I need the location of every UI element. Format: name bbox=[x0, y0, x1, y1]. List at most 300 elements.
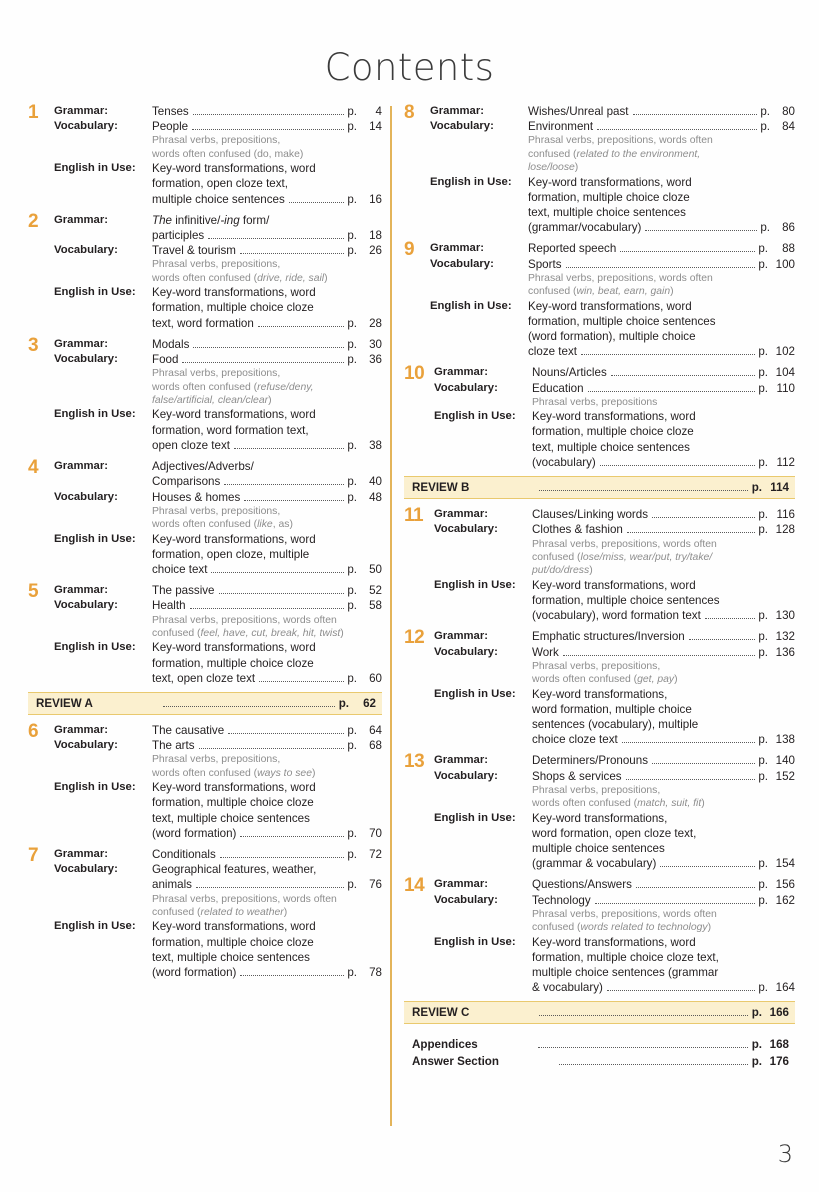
unit-entry[interactable] bbox=[404, 241, 795, 359]
backmatter bbox=[404, 1032, 795, 1070]
page-prefix: p. bbox=[758, 523, 768, 537]
dot-leader bbox=[689, 639, 756, 640]
page-prefix: p. bbox=[347, 599, 357, 613]
unit-entry[interactable] bbox=[28, 210, 382, 331]
page-number: 102 bbox=[775, 345, 795, 359]
dot-leader bbox=[563, 655, 755, 656]
page-number: 140 bbox=[775, 754, 795, 768]
unit-number: 1 bbox=[28, 102, 39, 123]
backmatter-entry-appendices[interactable] bbox=[412, 1036, 789, 1053]
vocabulary-note-line: Phrasal verbs, prepositions, bbox=[532, 660, 661, 672]
eiu-line: open cloze text bbox=[152, 438, 230, 452]
unit-number: 7 bbox=[28, 844, 39, 866]
page-prefix: p. bbox=[758, 345, 768, 359]
english-in-use-entry[interactable] bbox=[532, 455, 795, 470]
dot-leader bbox=[538, 1047, 748, 1048]
vocabulary-entry[interactable] bbox=[532, 645, 795, 660]
row-label-vocabulary: Vocabulary: bbox=[434, 645, 498, 658]
page-number: 152 bbox=[775, 769, 795, 783]
page-number: 80 bbox=[782, 105, 795, 118]
vocabulary-row bbox=[430, 119, 795, 174]
eiu-line: text, multiple choice sentences bbox=[152, 950, 310, 964]
page-number: 14 bbox=[369, 120, 382, 134]
dot-leader bbox=[626, 779, 756, 780]
english-in-use-entry[interactable] bbox=[152, 438, 382, 453]
page-prefix: p. bbox=[758, 733, 768, 747]
grammar-text: Reported speech bbox=[528, 242, 617, 256]
grammar-text: Questions/Answers bbox=[532, 878, 632, 892]
grammar-entry[interactable] bbox=[152, 583, 382, 598]
vocabulary-note-line: put/do/dress) bbox=[532, 565, 593, 577]
grammar-text: Tenses bbox=[152, 105, 189, 118]
page-number: 128 bbox=[775, 523, 795, 537]
page-number: 26 bbox=[369, 244, 382, 258]
page-prefix: p. bbox=[758, 381, 768, 395]
vocabulary-note-line: Phrasal verbs, prepositions, bbox=[532, 784, 661, 796]
row-label-vocabulary: Vocabulary: bbox=[54, 120, 118, 133]
english-in-use-entry[interactable] bbox=[152, 671, 382, 686]
page-prefix: p. bbox=[347, 562, 357, 576]
grammar-entry[interactable] bbox=[152, 723, 382, 738]
unit-number: 5 bbox=[28, 581, 39, 603]
page-prefix: p. bbox=[758, 754, 768, 768]
row-label-english-in-use: English in Use: bbox=[54, 641, 136, 654]
row-label-english-in-use: English in Use: bbox=[54, 286, 136, 299]
eiu-line: text, open cloze text bbox=[152, 671, 256, 685]
vocabulary-note-line: false/artificial, clean/clear) bbox=[152, 395, 272, 407]
english-in-use-entry[interactable] bbox=[528, 344, 795, 359]
grammar-row bbox=[54, 337, 382, 352]
vocabulary-entry[interactable] bbox=[152, 738, 382, 753]
page-prefix: p. bbox=[760, 105, 770, 118]
grammar-text: Comparisons bbox=[152, 475, 221, 489]
english-in-use-row bbox=[54, 919, 382, 980]
eiu-line: Key-word transformations, word bbox=[152, 532, 316, 546]
page-number: 110 bbox=[776, 381, 795, 395]
page-number: 4 bbox=[375, 105, 382, 118]
grammar-line: The infinitive/-ing form/ bbox=[152, 213, 270, 227]
vocabulary-text: Food bbox=[152, 353, 179, 367]
row-label-grammar: Grammar: bbox=[434, 630, 488, 643]
grammar-entry[interactable] bbox=[532, 507, 795, 522]
vocabulary-note-line: Phrasal verbs, prepositions, bbox=[152, 505, 281, 517]
review-bar-c[interactable] bbox=[404, 1001, 795, 1024]
eiu-line: Key-word transformations, word bbox=[152, 781, 316, 795]
vocabulary-note-line: confused (win, beat, earn, gain) bbox=[528, 286, 674, 298]
english-in-use-row bbox=[430, 175, 795, 236]
eiu-line: Key-word transformations, word bbox=[532, 578, 696, 592]
page-number: 112 bbox=[776, 455, 795, 469]
eiu-line: Key-word transformations, word bbox=[532, 935, 696, 949]
grammar-text: Clauses/Linking words bbox=[532, 508, 648, 522]
row-label-grammar: Grammar: bbox=[54, 847, 108, 860]
vocabulary-row bbox=[54, 243, 382, 285]
page-prefix: p. bbox=[347, 316, 357, 330]
folio-page-number: 3 bbox=[777, 1140, 793, 1168]
page-prefix: p. bbox=[347, 671, 357, 685]
vocabulary-text: Work bbox=[532, 645, 559, 659]
english-in-use-entry[interactable] bbox=[152, 965, 382, 980]
row-label-english-in-use: English in Use: bbox=[434, 687, 516, 700]
eiu-line: formation, multiple choice cloze bbox=[152, 935, 314, 949]
vocabulary-row bbox=[434, 522, 795, 577]
grammar-row bbox=[54, 847, 382, 862]
page-prefix: p. bbox=[758, 769, 768, 783]
vocabulary-entry[interactable] bbox=[528, 119, 795, 134]
row-label-grammar: Grammar: bbox=[54, 723, 108, 736]
page-prefix: p. bbox=[751, 1055, 762, 1069]
dot-leader bbox=[600, 465, 756, 466]
english-in-use-entry[interactable] bbox=[152, 316, 382, 331]
unit-number: 9 bbox=[404, 239, 415, 261]
dot-leader bbox=[193, 347, 344, 348]
unit-entry[interactable] bbox=[28, 844, 382, 980]
eiu-line: formation, open cloze, multiple bbox=[152, 547, 310, 561]
page-number: 40 bbox=[369, 475, 382, 489]
dot-leader bbox=[244, 500, 344, 501]
eiu-line: text, multiple choice sentences bbox=[528, 206, 686, 220]
grammar-text: Nouns/Articles bbox=[532, 366, 607, 380]
eiu-line: formation, multiple choice sentences bbox=[532, 593, 720, 607]
unit-entry[interactable] bbox=[28, 583, 382, 686]
dot-leader bbox=[258, 326, 345, 327]
vocabulary-row bbox=[54, 352, 382, 407]
page-prefix: p. bbox=[347, 723, 357, 737]
grammar-text: Conditionals bbox=[152, 847, 216, 861]
page-number: 30 bbox=[369, 337, 382, 351]
row-label-english-in-use: English in Use: bbox=[54, 920, 136, 933]
eiu-line: cloze text bbox=[528, 345, 577, 359]
vocabulary-note-line: lose/loose) bbox=[528, 162, 579, 174]
unit-entry[interactable] bbox=[28, 459, 382, 577]
vocabulary-text: The arts bbox=[152, 739, 195, 753]
eiu-line: Key-word transformations, bbox=[532, 687, 668, 701]
english-in-use-entry[interactable] bbox=[152, 826, 382, 841]
vocabulary-note-line: confused (feel, have, cut, break, hit, twist) bbox=[152, 627, 344, 639]
page-prefix: p. bbox=[758, 893, 768, 907]
vocabulary-entry[interactable] bbox=[152, 352, 382, 367]
vocabulary-row bbox=[54, 119, 382, 161]
grammar-text: The causative bbox=[152, 723, 225, 737]
row-label-grammar: Grammar: bbox=[434, 878, 488, 891]
english-in-use-entry[interactable] bbox=[532, 608, 795, 623]
dot-leader bbox=[163, 706, 335, 707]
dot-leader bbox=[259, 681, 344, 682]
eiu-line: Key-word transformations, word bbox=[152, 408, 316, 422]
page-prefix: p. bbox=[758, 609, 768, 623]
grammar-entry[interactable] bbox=[152, 474, 382, 489]
unit-entry[interactable] bbox=[28, 720, 382, 841]
grammar-row bbox=[434, 877, 795, 892]
page-prefix: p. bbox=[347, 192, 357, 206]
vocabulary-entry[interactable] bbox=[152, 490, 382, 505]
dot-leader bbox=[627, 532, 755, 533]
vocabulary-row bbox=[434, 893, 795, 935]
eiu-line: text, multiple choice sentences bbox=[532, 440, 690, 454]
dot-leader bbox=[289, 202, 345, 203]
vocabulary-text: Health bbox=[152, 599, 186, 613]
grammar-row bbox=[54, 459, 382, 489]
vocabulary-entry[interactable] bbox=[532, 381, 795, 396]
dot-leader bbox=[633, 114, 758, 115]
grammar-text: Determiners/Pronouns bbox=[532, 754, 648, 768]
review-title: REVIEW C bbox=[412, 1006, 470, 1020]
vocabulary-text: People bbox=[152, 120, 189, 134]
row-label-vocabulary: Vocabulary: bbox=[54, 353, 118, 366]
unit-number: 2 bbox=[28, 210, 39, 232]
dot-leader bbox=[208, 238, 344, 239]
vocabulary-entry[interactable] bbox=[532, 522, 795, 537]
grammar-entry[interactable] bbox=[532, 753, 795, 768]
unit-entry[interactable] bbox=[404, 507, 795, 623]
eiu-line: (word formation) bbox=[152, 966, 237, 980]
page-number: 164 bbox=[775, 981, 795, 995]
page-prefix: p. bbox=[760, 221, 770, 235]
english-in-use-row bbox=[54, 407, 382, 453]
page-prefix: p. bbox=[758, 366, 768, 380]
review-title: REVIEW B bbox=[412, 481, 470, 495]
dot-leader bbox=[199, 748, 345, 749]
right-column bbox=[392, 104, 819, 1126]
eiu-line: formation, multiple choice cloze text, bbox=[532, 950, 719, 964]
vocabulary-entry[interactable] bbox=[152, 877, 382, 892]
page-number: 78 bbox=[369, 966, 382, 980]
vocabulary-row bbox=[54, 598, 382, 640]
eiu-line: word formation, open cloze text, bbox=[532, 826, 697, 840]
row-label-grammar: Grammar: bbox=[430, 105, 484, 117]
eiu-line: Key-word transformations, word bbox=[532, 410, 696, 424]
vocabulary-entry[interactable] bbox=[532, 769, 795, 784]
english-in-use-entry[interactable] bbox=[528, 220, 795, 235]
vocabulary-note-line: Phrasal verbs, prepositions, words often bbox=[532, 538, 717, 550]
page-prefix: p. bbox=[347, 847, 357, 861]
grammar-text: Emphatic structures/Inversion bbox=[532, 630, 685, 644]
unit-number: 10 bbox=[404, 363, 425, 385]
review-bar-b[interactable] bbox=[404, 476, 795, 499]
page-number: 114 bbox=[770, 481, 789, 495]
english-in-use-entry[interactable] bbox=[532, 856, 795, 871]
grammar-row bbox=[434, 507, 795, 522]
page-number: 166 bbox=[769, 1006, 789, 1020]
page-prefix: p. bbox=[758, 508, 768, 522]
dot-leader bbox=[581, 354, 755, 355]
english-in-use-row bbox=[54, 640, 382, 686]
english-in-use-row bbox=[434, 811, 795, 872]
dot-leader bbox=[240, 975, 344, 976]
grammar-entry[interactable] bbox=[152, 337, 382, 352]
unit-entry[interactable] bbox=[404, 753, 795, 871]
vocabulary-row bbox=[434, 645, 795, 687]
dot-leader bbox=[652, 517, 755, 518]
dot-leader bbox=[652, 763, 755, 764]
dot-leader bbox=[611, 375, 756, 376]
left-column bbox=[0, 104, 390, 1126]
page-number: 64 bbox=[369, 723, 382, 737]
eiu-line: formation, multiple choice sentences bbox=[528, 314, 716, 328]
page-prefix: p. bbox=[760, 120, 770, 134]
page-number: 76 bbox=[369, 878, 382, 892]
backmatter-title: Answer Section bbox=[412, 1055, 499, 1069]
dot-leader bbox=[636, 887, 755, 888]
page-prefix: p. bbox=[758, 857, 768, 871]
page-prefix: p. bbox=[751, 1038, 762, 1052]
row-label-english-in-use: English in Use: bbox=[434, 578, 516, 591]
page-number: 28 bbox=[369, 316, 382, 330]
eiu-line: formation, word formation text, bbox=[152, 423, 309, 437]
dot-leader bbox=[240, 836, 344, 837]
row-label-english-in-use: English in Use: bbox=[430, 299, 512, 312]
page-prefix: p. bbox=[751, 1006, 762, 1020]
page-prefix: p. bbox=[758, 455, 768, 469]
grammar-entry[interactable] bbox=[152, 847, 382, 862]
page-number: 162 bbox=[775, 893, 795, 907]
row-label-vocabulary: Vocabulary: bbox=[434, 893, 498, 906]
page-number: 16 bbox=[369, 192, 382, 206]
page-prefix: p. bbox=[347, 120, 357, 134]
page-number: 62 bbox=[363, 696, 376, 710]
page-prefix: p. bbox=[347, 438, 357, 452]
vocabulary-note-line: words often confused (like, as) bbox=[152, 519, 293, 531]
unit-entry[interactable] bbox=[404, 104, 795, 235]
backmatter-entry-answer-section[interactable] bbox=[412, 1053, 789, 1070]
row-label-grammar: Grammar: bbox=[434, 366, 488, 379]
english-in-use-row bbox=[54, 285, 382, 331]
eiu-line: (grammar & vocabulary) bbox=[532, 857, 657, 871]
vocabulary-note-line: words often confused (get, pay) bbox=[532, 674, 678, 686]
page-number: 88 bbox=[782, 242, 795, 256]
unit-entry[interactable] bbox=[404, 365, 795, 470]
unit-entry[interactable] bbox=[404, 629, 795, 747]
dot-leader bbox=[190, 608, 345, 609]
page-number: 60 bbox=[369, 671, 382, 685]
eiu-line: Key-word transformations, word bbox=[528, 299, 692, 313]
page-number: 84 bbox=[782, 120, 795, 134]
vocabulary-note-line: Phrasal verbs, prepositions, words often bbox=[528, 272, 713, 284]
row-label-grammar: Grammar: bbox=[54, 584, 108, 597]
english-in-use-entry[interactable] bbox=[152, 192, 382, 207]
eiu-line: (vocabulary), word formation text bbox=[532, 609, 701, 623]
page-prefix: p. bbox=[347, 337, 357, 351]
dot-leader bbox=[597, 129, 757, 130]
vocabulary-text: animals bbox=[152, 878, 192, 892]
page-number: 104 bbox=[775, 366, 795, 380]
page-prefix: p. bbox=[347, 826, 357, 840]
grammar-entry[interactable] bbox=[532, 629, 795, 644]
page-prefix: p. bbox=[347, 490, 357, 504]
grammar-text: Wishes/Unreal past bbox=[528, 105, 629, 118]
unit-entry[interactable] bbox=[28, 334, 382, 453]
vocabulary-entry[interactable] bbox=[528, 257, 795, 272]
vocabulary-note-line: confused (lose/miss, wear/put, try/take/ bbox=[532, 551, 713, 563]
vocabulary-row bbox=[434, 769, 795, 811]
eiu-line: formation, open cloze text, bbox=[152, 177, 288, 191]
eiu-line: text, word formation bbox=[152, 316, 254, 330]
eiu-line: Key-word transformations, word bbox=[152, 920, 316, 934]
unit-entry[interactable] bbox=[404, 877, 795, 995]
dot-leader bbox=[566, 267, 756, 268]
grammar-entry[interactable] bbox=[528, 241, 795, 256]
page-number: 116 bbox=[776, 508, 795, 522]
row-label-vocabulary: Vocabulary: bbox=[54, 599, 118, 612]
eiu-line: & vocabulary) bbox=[532, 981, 603, 995]
unit-number: 12 bbox=[404, 627, 425, 649]
grammar-entry[interactable] bbox=[152, 228, 382, 243]
dot-leader bbox=[192, 129, 344, 130]
english-in-use-row bbox=[434, 687, 795, 748]
vocabulary-entry[interactable] bbox=[152, 243, 382, 258]
eiu-line: Key-word transformations, word bbox=[152, 162, 316, 176]
eiu-line: formation, multiple choice cloze bbox=[152, 301, 314, 315]
english-in-use-row bbox=[430, 299, 795, 360]
english-in-use-entry[interactable] bbox=[152, 562, 382, 577]
dot-leader bbox=[211, 572, 344, 573]
grammar-text: The passive bbox=[152, 584, 215, 598]
vocabulary-note-line: Phrasal verbs, prepositions, words often bbox=[152, 614, 337, 626]
dot-leader bbox=[220, 857, 345, 858]
unit-entry[interactable] bbox=[28, 104, 382, 207]
vocabulary-text: Houses & homes bbox=[152, 490, 241, 504]
review-bar-a[interactable] bbox=[28, 692, 382, 715]
dot-leader bbox=[234, 448, 344, 449]
page-number: 154 bbox=[775, 857, 795, 871]
grammar-text: participles bbox=[152, 229, 205, 243]
eiu-line: (vocabulary) bbox=[532, 455, 596, 469]
vocabulary-entry[interactable] bbox=[532, 893, 795, 908]
row-label-vocabulary: Vocabulary: bbox=[54, 863, 118, 876]
grammar-row bbox=[54, 104, 382, 119]
page-prefix: p. bbox=[751, 481, 762, 495]
vocabulary-text: Clothes & fashion bbox=[532, 523, 623, 537]
grammar-entry[interactable] bbox=[532, 877, 795, 892]
grammar-entry[interactable] bbox=[528, 104, 795, 119]
row-label-english-in-use: English in Use: bbox=[54, 408, 136, 421]
vocabulary-note-line: Phrasal verbs, prepositions, bbox=[152, 368, 281, 380]
vocabulary-text: Education bbox=[532, 381, 584, 395]
eiu-line: text, multiple choice sentences bbox=[152, 811, 310, 825]
page-number: 18 bbox=[369, 229, 382, 243]
page-prefix: p. bbox=[347, 878, 357, 892]
contents-columns bbox=[0, 104, 819, 1126]
vocabulary-note-line: words often confused (match, suit, fit) bbox=[532, 798, 705, 810]
dot-leader bbox=[559, 1064, 748, 1065]
grammar-row bbox=[434, 629, 795, 644]
eiu-line: word formation, multiple choice bbox=[532, 702, 692, 716]
eiu-line: formation, multiple choice cloze bbox=[152, 656, 314, 670]
eiu-line: choice text bbox=[152, 562, 208, 576]
dot-leader bbox=[588, 391, 756, 392]
page-prefix: p. bbox=[338, 696, 349, 710]
page-number: 52 bbox=[369, 584, 382, 598]
vocabulary-note-line: Phrasal verbs, prepositions, words often bbox=[152, 893, 337, 905]
row-label-vocabulary: Vocabulary: bbox=[54, 739, 118, 752]
dot-leader bbox=[196, 887, 344, 888]
backmatter-title: Appendices bbox=[412, 1038, 478, 1052]
page-number: 168 bbox=[769, 1038, 789, 1052]
row-label-english-in-use: English in Use: bbox=[54, 162, 136, 175]
english-in-use-entry[interactable] bbox=[532, 980, 795, 995]
row-label-vocabulary: Vocabulary: bbox=[430, 257, 494, 270]
vocabulary-entry[interactable] bbox=[152, 119, 382, 134]
row-label-english-in-use: English in Use: bbox=[434, 811, 516, 824]
grammar-entry[interactable] bbox=[152, 104, 382, 119]
grammar-entry[interactable] bbox=[532, 365, 795, 380]
grammar-row bbox=[430, 104, 795, 119]
english-in-use-entry[interactable] bbox=[532, 732, 795, 747]
vocabulary-entry[interactable] bbox=[152, 598, 382, 613]
unit-number: 11 bbox=[404, 505, 424, 527]
vocabulary-text: Shops & services bbox=[532, 769, 622, 783]
eiu-line: choice cloze text bbox=[532, 733, 618, 747]
